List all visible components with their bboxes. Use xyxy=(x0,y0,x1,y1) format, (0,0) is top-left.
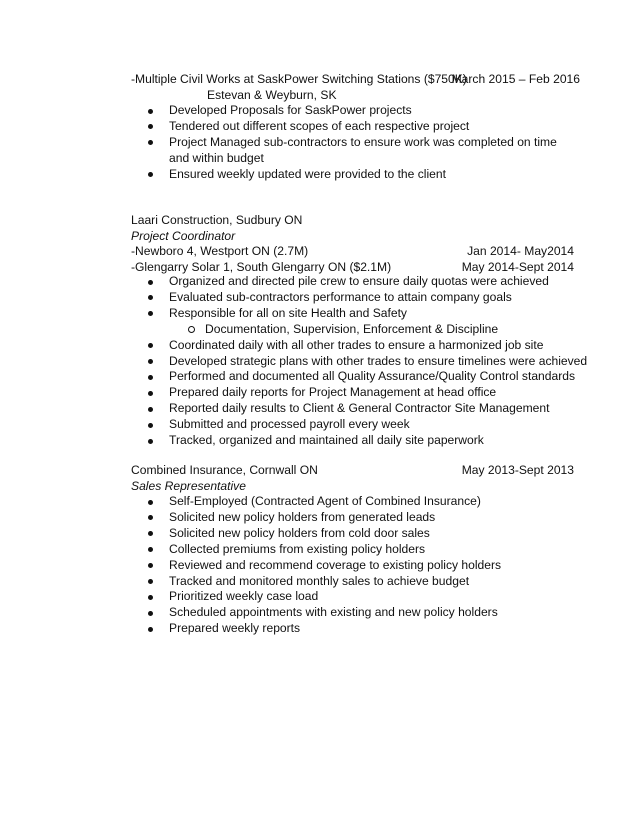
section2-project2-dates: May 2014-Sept 2014 xyxy=(461,260,574,274)
list-item: Solicited new policy holders from generated leads xyxy=(148,510,501,526)
list-item: Reviewed and recommend coverage to existing policy holders xyxy=(148,558,501,574)
list-item: Prioritized weekly case load xyxy=(148,589,501,605)
bullet-dot-icon xyxy=(148,109,153,114)
bullet-dot-icon xyxy=(148,515,153,520)
section2-role: Project Coordinator xyxy=(131,229,236,243)
section2-company: Laari Construction, Sudbury ON xyxy=(131,213,303,227)
section1-bullet-list xyxy=(148,103,579,183)
list-item: Project Managed sub-contractors to ensure work was completed on time and within budget xyxy=(148,135,579,167)
section1-dates: March 2015 – Feb 2016 xyxy=(451,72,580,86)
section3-bullet-list xyxy=(148,494,501,637)
list-item: Tracked and monitored monthly sales to achieve budget xyxy=(148,574,501,590)
bullet-dot-icon xyxy=(148,627,153,632)
list-item: Submitted and processed payroll every week xyxy=(148,417,587,433)
bullet-dot-icon xyxy=(148,563,153,568)
list-item: Performed and documented all Quality Assurance/Quality Control standards xyxy=(148,369,587,385)
bullet-dot-icon xyxy=(148,140,153,145)
sub-list-item: Documentation, Supervision, Enforcement & Discipline xyxy=(148,322,587,338)
bullet-dot-icon xyxy=(148,547,153,552)
list-item: Prepared weekly reports xyxy=(148,621,501,637)
list-item: Collected premiums from existing policy holders xyxy=(148,542,501,558)
list-item: Organized and directed pile crew to ensure daily quotas were achieved xyxy=(148,274,587,290)
section2-project2: -Glengarry Solar 1, South Glengarry ON ($2.1M) xyxy=(131,260,392,274)
list-item: Ensured weekly updated were provided to the client xyxy=(148,167,579,183)
bullet-dot-icon xyxy=(148,359,153,364)
list-item: Developed Proposals for SaskPower projects xyxy=(148,103,579,119)
section3-dates: May 2013-Sept 2013 xyxy=(461,463,574,477)
bullet-dot-icon xyxy=(148,531,153,536)
bullet-dot-icon xyxy=(148,407,153,412)
list-item: Coordinated daily with all other trades to ensure a harmonized job site xyxy=(148,338,587,354)
list-item: Evaluated sub-contractors performance to attain company goals xyxy=(148,290,587,306)
hollow-bullet-icon xyxy=(188,326,195,333)
bullet-dot-icon xyxy=(148,500,153,505)
bullet-dot-icon xyxy=(148,579,153,584)
section3-role: Sales Representative xyxy=(131,479,246,493)
bullet-dot-icon xyxy=(148,439,153,444)
list-item: Scheduled appointments with existing and new policy holders xyxy=(148,605,501,621)
bullet-dot-icon xyxy=(148,595,153,600)
list-item: Tracked, organized and maintained all daily site paperwork xyxy=(148,433,587,449)
bullet-dot-icon xyxy=(148,295,153,300)
bullet-dot-icon xyxy=(148,311,153,316)
list-item: Self-Employed (Contracted Agent of Combined Insurance) xyxy=(148,494,501,510)
section1-title: -Multiple Civil Works at SaskPower Switching Stations ($750K) xyxy=(131,72,467,86)
bullet-dot-icon xyxy=(148,343,153,348)
bullet-dot-icon xyxy=(148,375,153,380)
bullet-dot-icon xyxy=(148,423,153,428)
section2-project1: -Newboro 4, Westport ON (2.7M) xyxy=(131,244,309,258)
section2-project1-dates: Jan 2014- May2014 xyxy=(467,244,574,258)
list-item: Prepared daily reports for Project Management at head office xyxy=(148,385,587,401)
bullet-dot-icon xyxy=(148,280,153,285)
bullet-dot-icon xyxy=(148,172,153,177)
bullet-dot-icon xyxy=(148,611,153,616)
bullet-dot-icon xyxy=(148,124,153,129)
section3-company: Combined Insurance, Cornwall ON xyxy=(131,463,318,477)
list-item: Developed strategic plans with other trades to ensure timelines were achieved xyxy=(148,354,587,370)
list-item: Responsible for all on site Health and Safety xyxy=(148,306,587,322)
bullet-dot-icon xyxy=(148,391,153,396)
section2-bullet-list xyxy=(148,274,587,449)
section1-location: Estevan & Weyburn, SK xyxy=(207,88,337,102)
list-item: Tendered out different scopes of each respective project xyxy=(148,119,579,135)
list-item: Reported daily results to Client & General Contractor Site Management xyxy=(148,401,587,417)
list-item: Solicited new policy holders from cold door sales xyxy=(148,526,501,542)
